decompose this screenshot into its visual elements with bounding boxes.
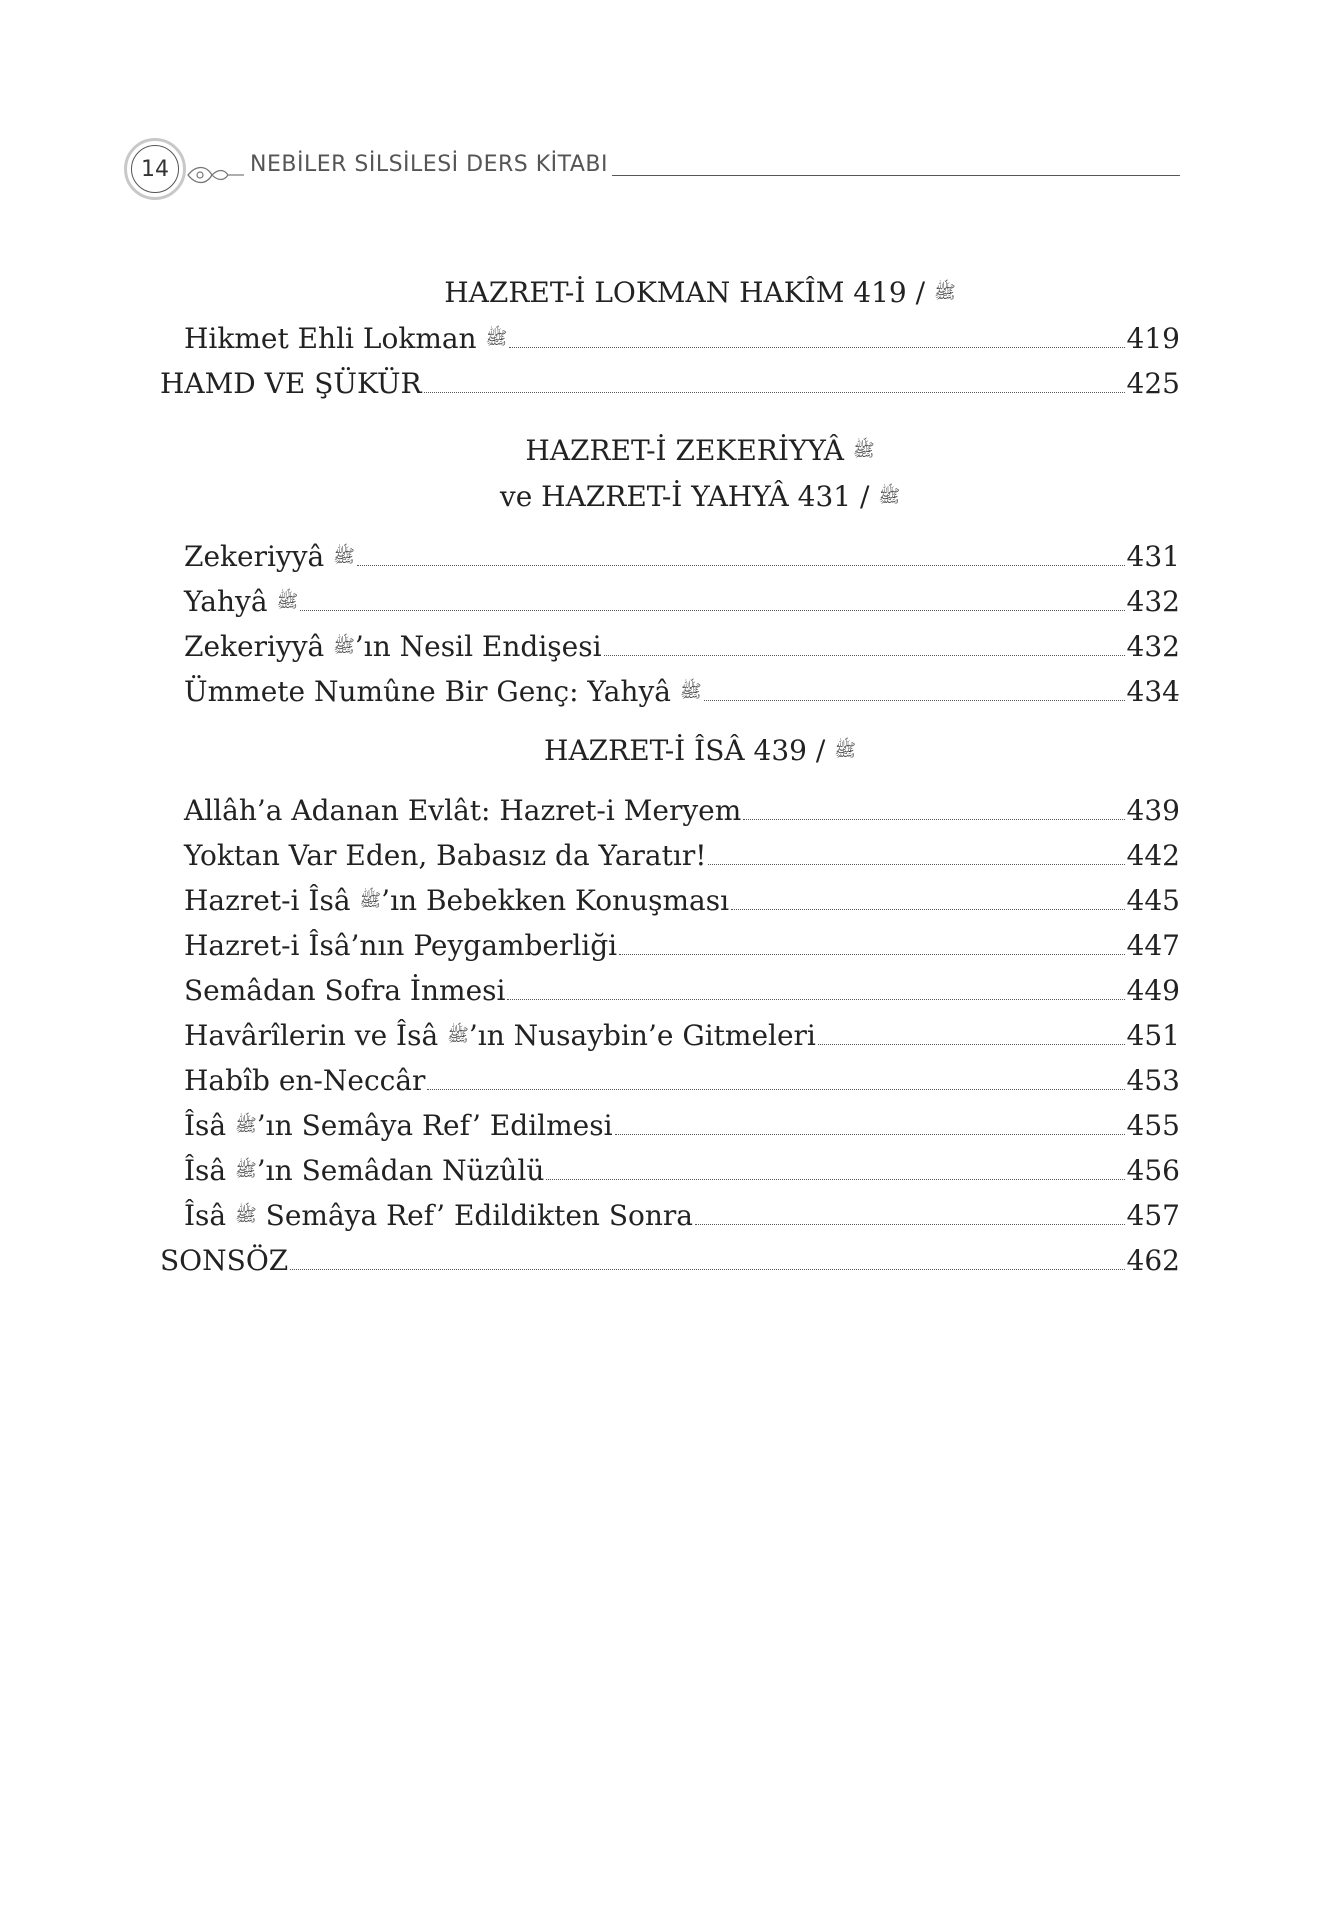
dot-leader xyxy=(695,1224,1125,1225)
toc-entry-title: HAMD VE ŞÜKÜR xyxy=(160,367,422,400)
toc-entry[interactable] xyxy=(160,1103,1180,1148)
toc-entry[interactable] xyxy=(160,1058,1180,1103)
salutation-symbol: ﷺ xyxy=(834,740,856,761)
toc-entry[interactable] xyxy=(160,579,1180,624)
toc-entry-hamd[interactable] xyxy=(160,361,1180,406)
toc-entry-title: Zekeriyyâ ﷺ xyxy=(184,540,355,573)
toc-entry[interactable] xyxy=(160,1193,1180,1238)
dot-leader xyxy=(615,1134,1125,1135)
section-heading-text: HAZRET-İ LOKMAN HAKÎM xyxy=(444,276,845,309)
dot-leader xyxy=(427,1089,1124,1090)
toc-entry-title: Zekeriyyâ ﷺ’ın Nesil Endişesi xyxy=(184,630,602,663)
section-heading-text: ve HAZRET-İ YAHYÂ xyxy=(499,480,789,513)
salutation-symbol: ﷺ xyxy=(934,282,956,303)
toc-entry-title: SONSÖZ xyxy=(160,1244,289,1277)
section-heading-text: HAZRET-İ ZEKERİYYÂ xyxy=(525,434,844,467)
toc-entry[interactable] xyxy=(160,534,1180,579)
toc-entry-title: Îsâ ﷺ Semâya Ref’ Edildikten Sonra xyxy=(184,1199,693,1232)
toc-entry[interactable] xyxy=(160,1013,1180,1058)
ornament-icon xyxy=(186,160,246,190)
dot-leader xyxy=(604,655,1125,656)
page-number-badge xyxy=(124,138,186,200)
dot-leader xyxy=(818,1044,1125,1045)
dot-leader xyxy=(507,999,1124,1000)
toc-entry[interactable] xyxy=(160,923,1180,968)
toc-entry-page: 453 xyxy=(1126,1064,1180,1097)
section-heading-zekeriyya xyxy=(160,428,1180,474)
page-header xyxy=(124,138,1180,198)
toc-entry-page: 455 xyxy=(1126,1109,1180,1142)
dot-leader xyxy=(290,1269,1124,1270)
toc-entry-title: Havârîlerin ve Îsâ ﷺ’ın Nusaybin’e Gitmeleri xyxy=(184,1019,816,1052)
salutation-symbol: ﷺ xyxy=(235,1160,257,1181)
salutation-symbol: ﷺ xyxy=(333,546,355,567)
toc-entry-page: 419 xyxy=(1126,322,1180,355)
toc-entry[interactable] xyxy=(160,968,1180,1013)
toc-entry-title: Ümmete Numûne Bir Genç: Yahyâ ﷺ xyxy=(184,675,702,708)
salutation-symbol: ﷺ xyxy=(235,1205,257,1226)
book-title: NEBİLER SİLSİLESİ DERS KİTABI xyxy=(250,152,609,177)
dot-leader xyxy=(357,565,1125,566)
toc-entry-page: 439 xyxy=(1126,794,1180,827)
toc-entry-page: 425 xyxy=(1126,367,1180,400)
dot-leader xyxy=(509,347,1124,348)
toc-entry[interactable] xyxy=(160,624,1180,669)
toc-entry-page: 434 xyxy=(1126,675,1180,708)
salutation-symbol: ﷺ xyxy=(878,486,901,507)
toc-entry[interactable] xyxy=(160,833,1180,878)
toc-entry-title: Îsâ ﷺ’ın Semâdan Nüzûlü xyxy=(184,1154,545,1187)
toc-entry-title: Îsâ ﷺ’ın Semâya Ref’ Edilmesi xyxy=(184,1109,613,1142)
dot-leader xyxy=(300,610,1124,611)
toc-entry-page: 442 xyxy=(1126,839,1180,872)
salutation-symbol: ﷺ xyxy=(447,1025,469,1046)
section-heading-page: / 419 xyxy=(853,276,926,309)
toc-entry[interactable] xyxy=(160,878,1180,923)
toc-entry-page: 449 xyxy=(1126,974,1180,1007)
dot-leader xyxy=(619,954,1124,955)
toc-entry-page: 432 xyxy=(1126,585,1180,618)
dot-leader xyxy=(546,1179,1124,1180)
toc-entry[interactable] xyxy=(160,788,1180,833)
toc-entry-page: 462 xyxy=(1126,1244,1180,1277)
toc-entry-title: Allâh’a Adanan Evlât: Hazret-i Meryem xyxy=(184,794,742,827)
salutation-symbol: ﷺ xyxy=(235,1115,257,1136)
salutation-symbol: ﷺ xyxy=(276,591,299,612)
section-heading-page: / 439 xyxy=(753,734,826,767)
toc-entry[interactable] xyxy=(160,316,1180,361)
section-heading-page: / 431 xyxy=(797,480,870,513)
toc-entry-title: Yoktan Var Eden, Babasız da Yaratır! xyxy=(184,839,707,872)
toc-entry-page: 431 xyxy=(1126,540,1180,573)
dot-leader xyxy=(704,700,1125,701)
dot-leader xyxy=(731,909,1124,910)
toc-entry-title: Habîb en-Neccâr xyxy=(184,1064,426,1097)
toc-entry-page: 445 xyxy=(1126,884,1180,917)
salutation-symbol: ﷺ xyxy=(359,890,382,911)
section-heading-lokman xyxy=(160,270,1180,316)
header-rule xyxy=(612,175,1180,176)
section-heading-text: HAZRET-İ ÎSÂ xyxy=(544,734,745,767)
toc-entry[interactable] xyxy=(160,1148,1180,1193)
toc-entry-page: 451 xyxy=(1126,1019,1180,1052)
toc-entry-page: 447 xyxy=(1126,929,1180,962)
toc-entry-title: Semâdan Sofra İnmesi xyxy=(184,974,506,1007)
section-heading-isa xyxy=(160,728,1180,774)
salutation-symbol: ﷺ xyxy=(333,636,355,657)
toc-entry-page: 456 xyxy=(1126,1154,1180,1187)
dot-leader xyxy=(708,864,1124,865)
dot-leader xyxy=(743,819,1124,820)
toc-entry[interactable] xyxy=(160,669,1180,714)
page-number: 14 xyxy=(131,145,179,193)
toc-entry-page: 432 xyxy=(1126,630,1180,663)
toc-entry-page: 457 xyxy=(1126,1199,1180,1232)
salutation-symbol: ﷺ xyxy=(485,328,508,349)
section-heading-yahya xyxy=(160,474,1180,520)
table-of-contents xyxy=(160,270,1180,1283)
salutation-symbol: ﷺ xyxy=(679,681,702,702)
toc-entry-title: Yahyâ ﷺ xyxy=(184,585,299,618)
toc-entry-sonsoz[interactable] xyxy=(160,1238,1180,1283)
toc-entry-title: Hikmet Ehli Lokman ﷺ xyxy=(184,322,508,355)
salutation-symbol: ﷺ xyxy=(852,440,875,461)
toc-entry-title: Hazret-i Îsâ’nın Peygamberliği xyxy=(184,929,618,962)
dot-leader xyxy=(424,392,1125,393)
toc-entry-title: Hazret-i Îsâ ﷺ’ın Bebekken Konuşması xyxy=(184,884,730,917)
